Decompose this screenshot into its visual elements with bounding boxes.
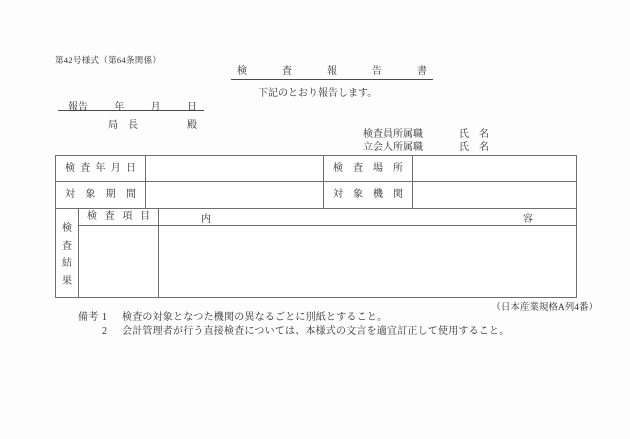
declaration-text: 下記のとおり報告します。	[258, 88, 378, 99]
remark-text: 会計管理者が行う直接検査については、本様式の文言を適宜訂正して使用すること。	[122, 326, 510, 337]
month-label: 月	[150, 102, 161, 113]
remark-number: 2	[102, 326, 108, 337]
remarks-label: 備考	[78, 312, 99, 323]
witness-name-label: 氏 名	[459, 142, 489, 153]
vertical-label-char: 果	[62, 275, 72, 287]
table-row-target-period-agency	[56, 182, 576, 209]
remarks-label-spacer	[78, 326, 102, 337]
remarks-section	[78, 312, 578, 340]
addressee-honorific: 殿	[187, 120, 197, 131]
inspection-table	[55, 155, 577, 298]
vertical-label-char: 結	[62, 258, 72, 270]
form-title: 検査報告書	[231, 62, 433, 80]
inspection-result-vertical-label	[56, 209, 79, 297]
witness-signature-line	[363, 138, 489, 153]
inspection-item-value-cell	[79, 226, 159, 297]
remark-text: 検査の対象となつた機関の異なるごとに別紙とすること。	[122, 312, 388, 323]
report-label: 報告	[68, 102, 88, 113]
target-period-value-cell	[146, 182, 324, 208]
remark-number: 1	[102, 312, 108, 323]
target-agency-label: 対象機関	[324, 182, 413, 208]
inspection-date-label: 検査年月日	[56, 156, 146, 181]
vertical-label-char: 査	[62, 240, 72, 252]
inspection-result-area	[79, 209, 576, 297]
target-period-label: 対象期間	[56, 182, 146, 208]
addressee-line	[58, 116, 204, 131]
result-header-row	[79, 209, 576, 226]
inspector-role-label: 検査員所属職	[363, 129, 423, 140]
inspector-name-label: 氏 名	[459, 129, 489, 140]
inspection-place-label: 検査場所	[324, 156, 413, 181]
vertical-label-char: 検	[62, 223, 72, 234]
inspection-item-header: 検査項目	[79, 209, 159, 225]
day-label: 日	[186, 102, 197, 113]
addressee-position: 局 長	[108, 120, 138, 131]
report-date-line	[58, 98, 204, 111]
remark-row	[78, 312, 578, 323]
year-label: 年	[114, 102, 125, 113]
paper-size-note: （日本産業規格A列4番）	[491, 303, 598, 313]
inspection-place-value-cell	[413, 156, 576, 181]
witness-role-label: 立会人所属職	[363, 142, 423, 153]
remark-row	[78, 326, 578, 337]
content-header	[159, 209, 576, 225]
target-agency-value-cell	[413, 182, 576, 208]
form-number: 第42号様式（第64条関係）	[55, 55, 162, 65]
inspection-date-value-cell	[146, 156, 324, 181]
result-body-row	[79, 226, 576, 297]
content-value-cell	[159, 226, 576, 297]
table-row-inspection-result	[56, 209, 576, 297]
content-header-right-char: 容	[523, 213, 533, 225]
table-row-inspection-date-place	[56, 156, 576, 182]
content-header-left-char: 内	[201, 213, 211, 225]
